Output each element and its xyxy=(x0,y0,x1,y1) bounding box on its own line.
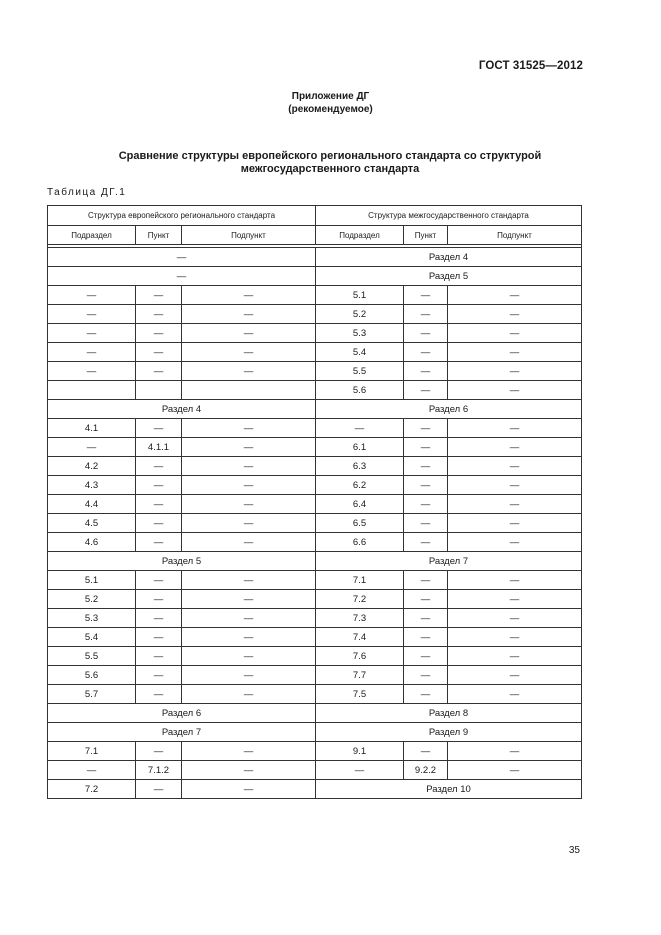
table-cell: — xyxy=(404,495,448,514)
table-cell: — xyxy=(404,324,448,343)
table-cell: 5.6 xyxy=(48,666,136,685)
table-cell: 7.5 xyxy=(316,685,404,704)
table-cell: — xyxy=(182,742,316,761)
table-cell: — xyxy=(404,685,448,704)
col-header-subclause: Подпункт xyxy=(182,226,316,245)
table-cell: — xyxy=(182,495,316,514)
table-row xyxy=(48,248,582,267)
table-cell: — xyxy=(448,324,582,343)
table-cell: — xyxy=(404,305,448,324)
table-row xyxy=(48,609,582,628)
table-cell: 7.2 xyxy=(316,590,404,609)
table-cell: — xyxy=(136,324,182,343)
table-row xyxy=(48,780,582,799)
table-row xyxy=(48,419,582,438)
col-header-clause: Пункт xyxy=(136,226,182,245)
table-cell: — xyxy=(404,514,448,533)
table-cell: — xyxy=(48,267,316,286)
table-cell: 5.5 xyxy=(316,362,404,381)
table-cell: — xyxy=(448,343,582,362)
structure-comparison-table-wrap xyxy=(47,205,581,799)
table-row xyxy=(48,666,582,685)
table-cell: — xyxy=(448,495,582,514)
table-cell: — xyxy=(404,438,448,457)
table-cell: — xyxy=(182,514,316,533)
table-cell: 6.5 xyxy=(316,514,404,533)
table-row xyxy=(48,381,582,400)
table-cell: Раздел 4 xyxy=(316,248,582,267)
table-row xyxy=(48,552,582,571)
table-row xyxy=(48,343,582,362)
table-cell: 7.7 xyxy=(316,666,404,685)
table-cell: — xyxy=(136,419,182,438)
table-cell: — xyxy=(136,514,182,533)
table-cell xyxy=(136,381,182,400)
table-row xyxy=(48,571,582,590)
table-cell: 7.1 xyxy=(48,742,136,761)
table-cell: — xyxy=(48,305,136,324)
table-row xyxy=(48,476,582,495)
table-cell: — xyxy=(182,476,316,495)
table-cell: — xyxy=(448,438,582,457)
table-cell xyxy=(182,381,316,400)
table-cell: — xyxy=(182,324,316,343)
table-row xyxy=(48,628,582,647)
table-cell: — xyxy=(48,362,136,381)
table-cell: 6.3 xyxy=(316,457,404,476)
table-cell: 7.1.2 xyxy=(136,761,182,780)
table-cell: — xyxy=(136,590,182,609)
table-cell: — xyxy=(404,742,448,761)
table-cell: — xyxy=(448,590,582,609)
group-header-european: Структура европейского регионального стандарта xyxy=(48,206,316,226)
table-cell: Раздел 5 xyxy=(316,267,582,286)
table-cell: — xyxy=(404,457,448,476)
table-cell: — xyxy=(182,666,316,685)
page-number: 35 xyxy=(568,845,580,856)
table-cell: — xyxy=(182,419,316,438)
table-cell: — xyxy=(136,476,182,495)
table-cell: — xyxy=(182,761,316,780)
table-cell: 5.3 xyxy=(48,609,136,628)
table-cell: — xyxy=(448,647,582,666)
table-cell: — xyxy=(404,476,448,495)
table-cell: 6.1 xyxy=(316,438,404,457)
table-cell: — xyxy=(404,628,448,647)
table-cell: — xyxy=(136,457,182,476)
table-cell: — xyxy=(448,286,582,305)
table-cell: 6.6 xyxy=(316,533,404,552)
appendix-subtitle: (рекомендуемое) xyxy=(288,104,373,115)
table-cell: 4.1.1 xyxy=(136,438,182,457)
table-cell: 4.3 xyxy=(48,476,136,495)
table-cell: — xyxy=(48,761,136,780)
table-row xyxy=(48,761,582,780)
table-cell: 5.3 xyxy=(316,324,404,343)
table-cell: — xyxy=(136,685,182,704)
table-cell: — xyxy=(182,438,316,457)
table-cell: — xyxy=(448,628,582,647)
table-cell: — xyxy=(182,362,316,381)
table-cell: — xyxy=(316,419,404,438)
col-header-subsection: Подраздел xyxy=(48,226,136,245)
table-cell: — xyxy=(404,533,448,552)
table-cell: Раздел 6 xyxy=(316,400,582,419)
table-cell: — xyxy=(448,362,582,381)
table-cell: — xyxy=(136,286,182,305)
col-header-subsection: Подраздел xyxy=(316,226,404,245)
table-cell: Раздел 4 xyxy=(48,400,316,419)
table-row xyxy=(48,305,582,324)
table-row xyxy=(48,495,582,514)
table-cell: 5.6 xyxy=(316,381,404,400)
table-cell: 6.2 xyxy=(316,476,404,495)
table-label: Таблица ДГ.1 xyxy=(47,187,127,198)
col-header-subclause: Подпункт xyxy=(448,226,582,245)
table-cell: — xyxy=(48,324,136,343)
table-cell xyxy=(48,381,136,400)
table-cell: 6.4 xyxy=(316,495,404,514)
table-cell: — xyxy=(448,514,582,533)
table-cell: — xyxy=(136,495,182,514)
table-body xyxy=(48,248,582,799)
table-cell: Раздел 7 xyxy=(316,552,582,571)
table-cell: — xyxy=(182,647,316,666)
table-cell: — xyxy=(448,305,582,324)
table-cell: 4.5 xyxy=(48,514,136,533)
table-cell: — xyxy=(448,457,582,476)
table-cell: — xyxy=(136,305,182,324)
comparison-heading xyxy=(80,150,580,176)
standard-code: ГОСТ 31525—2012 xyxy=(478,60,583,72)
table-cell: 5.4 xyxy=(48,628,136,647)
table-cell: — xyxy=(136,628,182,647)
table-cell: — xyxy=(404,666,448,685)
table-cell: — xyxy=(404,609,448,628)
table-cell: 5.1 xyxy=(48,571,136,590)
table-cell: — xyxy=(182,685,316,704)
table-cell: Раздел 8 xyxy=(316,704,582,723)
appendix-title: Приложение ДГ xyxy=(291,91,370,102)
table-cell: — xyxy=(448,571,582,590)
table-cell: Раздел 6 xyxy=(48,704,316,723)
table-row xyxy=(48,742,582,761)
table-cell: Раздел 9 xyxy=(316,723,582,742)
table-cell: — xyxy=(404,590,448,609)
table-cell: 7.6 xyxy=(316,647,404,666)
table-cell: — xyxy=(182,590,316,609)
table-cell: 4.6 xyxy=(48,533,136,552)
table-cell: — xyxy=(182,286,316,305)
table-cell: 7.4 xyxy=(316,628,404,647)
table-cell: — xyxy=(136,647,182,666)
table-row xyxy=(48,533,582,552)
table-cell: — xyxy=(182,305,316,324)
table-cell: — xyxy=(136,666,182,685)
table-cell: 7.2 xyxy=(48,780,136,799)
heading-line-1: Сравнение структуры европейского регионального стандарта со структурой xyxy=(118,150,542,162)
table-row xyxy=(48,514,582,533)
table-cell: — xyxy=(136,609,182,628)
table-cell: — xyxy=(136,533,182,552)
table-cell: — xyxy=(48,286,136,305)
table-cell: — xyxy=(136,780,182,799)
table-cell: 7.3 xyxy=(316,609,404,628)
table-cell: — xyxy=(404,571,448,590)
table-row xyxy=(48,685,582,704)
table-cell: — xyxy=(448,609,582,628)
table-cell: 5.4 xyxy=(316,343,404,362)
table-cell: — xyxy=(182,457,316,476)
table-row xyxy=(48,438,582,457)
group-header-interstate: Структура межгосударственного стандарта xyxy=(316,206,582,226)
table-row xyxy=(48,590,582,609)
table-cell: 5.5 xyxy=(48,647,136,666)
table-cell: — xyxy=(448,381,582,400)
table-row xyxy=(48,286,582,305)
table-cell: 5.1 xyxy=(316,286,404,305)
structure-comparison-table xyxy=(47,205,582,799)
table-cell: — xyxy=(404,286,448,305)
table-cell: — xyxy=(448,761,582,780)
appendix-block xyxy=(0,90,661,116)
table-cell: — xyxy=(182,343,316,362)
table-cell: — xyxy=(136,362,182,381)
table-cell: — xyxy=(404,419,448,438)
table-cell: — xyxy=(448,742,582,761)
table-cell: — xyxy=(448,685,582,704)
table-cell: — xyxy=(136,742,182,761)
table-cell: 4.4 xyxy=(48,495,136,514)
table-cell: — xyxy=(404,362,448,381)
table-cell: — xyxy=(182,780,316,799)
table-cell: 9.1 xyxy=(316,742,404,761)
table-cell: — xyxy=(316,761,404,780)
table-cell: 5.2 xyxy=(48,590,136,609)
table-cell: — xyxy=(136,343,182,362)
table-cell: — xyxy=(182,533,316,552)
table-row xyxy=(48,704,582,723)
table-row xyxy=(48,400,582,419)
table-cell: Раздел 5 xyxy=(48,552,316,571)
table-row xyxy=(48,362,582,381)
table-cell: — xyxy=(404,647,448,666)
table-cell: 5.7 xyxy=(48,685,136,704)
table-cell: — xyxy=(48,438,136,457)
table-cell: — xyxy=(182,628,316,647)
table-cell: Раздел 7 xyxy=(48,723,316,742)
table-row xyxy=(48,324,582,343)
table-row xyxy=(48,457,582,476)
table-cell: — xyxy=(182,609,316,628)
table-cell: — xyxy=(404,381,448,400)
table-cell: — xyxy=(448,533,582,552)
table-row xyxy=(48,723,582,742)
table-cell: — xyxy=(48,343,136,362)
table-cell: — xyxy=(448,419,582,438)
table-cell: — xyxy=(404,343,448,362)
table-cell: — xyxy=(48,248,316,267)
heading-line-2: межгосударственного стандарта xyxy=(240,163,420,175)
table-cell: — xyxy=(448,476,582,495)
table-cell: 9.2.2 xyxy=(404,761,448,780)
col-header-clause: Пункт xyxy=(404,226,448,245)
table-cell: — xyxy=(182,571,316,590)
table-cell: — xyxy=(448,666,582,685)
table-cell: Раздел 10 xyxy=(316,780,582,799)
table-cell: 5.2 xyxy=(316,305,404,324)
table-row xyxy=(48,647,582,666)
table-cell: 7.1 xyxy=(316,571,404,590)
table-cell: 4.2 xyxy=(48,457,136,476)
table-row xyxy=(48,267,582,286)
table-cell: 4.1 xyxy=(48,419,136,438)
table-cell: — xyxy=(136,571,182,590)
